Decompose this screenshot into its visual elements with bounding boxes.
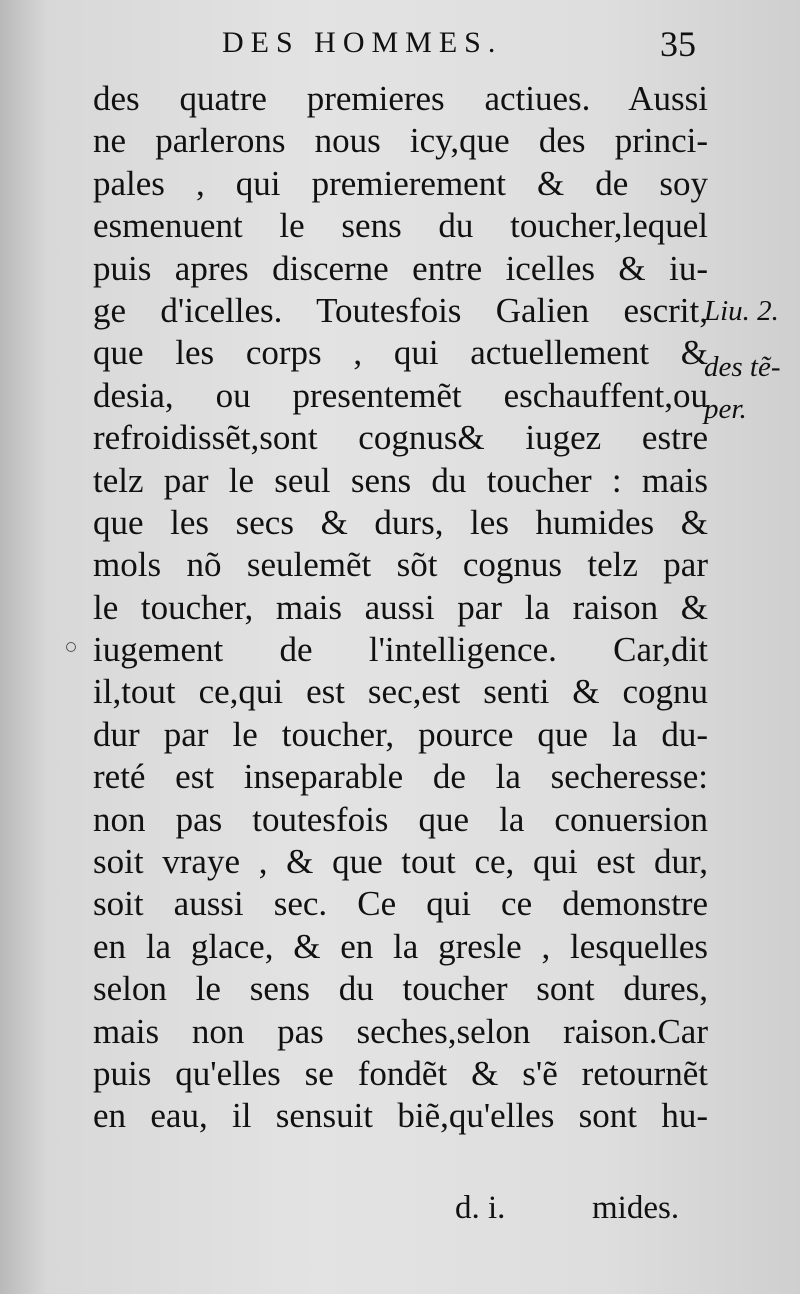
text-line: non pas toutesfois que la conuersion <box>93 799 708 839</box>
text-line: des quatre premieres actiues. Aussi <box>93 79 708 118</box>
text-line: mols nõ seulemẽt sõt cognus telz par <box>93 545 708 585</box>
margin-note: per. <box>704 393 747 425</box>
text-line: puis apres discerne entre icelles & iu- <box>93 248 708 288</box>
text-line: selon le sens du toucher sont dures, <box>93 969 708 1009</box>
text-line: telz par le seul sens du toucher : mais <box>93 460 708 500</box>
running-head: DES HOMMES. <box>222 26 503 59</box>
catchword: mides. <box>592 1190 680 1226</box>
text-line: pales , qui premierement & de soy <box>93 163 708 203</box>
text-line: reté est inseparable de la secheresse: <box>93 757 708 797</box>
text-line: soit vraye , & que tout ce, qui est dur, <box>93 842 708 882</box>
text-line: soit aussi sec. Ce qui ce demonstre <box>93 884 708 924</box>
text-line: ne parlerons nous icy,que des princi- <box>93 121 708 161</box>
margin-note: Liu. 2. <box>704 295 779 327</box>
text-line: ge d'icelles. Toutesfois Galien escrit, <box>93 290 708 330</box>
text-line: puis qu'elles se fondẽt & s'ẽ retournẽt <box>93 1053 708 1093</box>
text-line: que les secs & durs, les humides & <box>93 502 708 542</box>
text-line: desia, ou presentemẽt eschauffent,ou <box>93 375 708 415</box>
margin-note: des tẽ- <box>704 351 781 383</box>
text-line: en eau, il sensuit biẽ,qu'elles sont hu- <box>93 1096 708 1136</box>
paper-speck <box>66 642 76 652</box>
text-line: esmenuent le sens du toucher,lequel <box>93 206 708 246</box>
text-line: refroidissẽt,sont cognus& iugez estre <box>93 418 708 458</box>
text-line: iugement de l'intelligence. Car,dit <box>93 630 708 670</box>
body-text <box>93 78 708 1138</box>
text-line: que les corps , qui actuellement & <box>93 333 708 373</box>
text-line: dur par le toucher, pource que la du- <box>93 714 708 754</box>
signature-mark: d. i. <box>455 1190 506 1226</box>
page-number: 35 <box>660 24 696 64</box>
text-line: mais non pas seches,selon raison.Car <box>93 1011 708 1051</box>
text-line: il,tout ce,qui est sec,est senti & cognu <box>93 672 708 712</box>
text-line: le toucher, mais aussi par la raison & <box>93 587 708 627</box>
text-line: en la glace, & en la gresle , lesquelles <box>93 926 708 966</box>
